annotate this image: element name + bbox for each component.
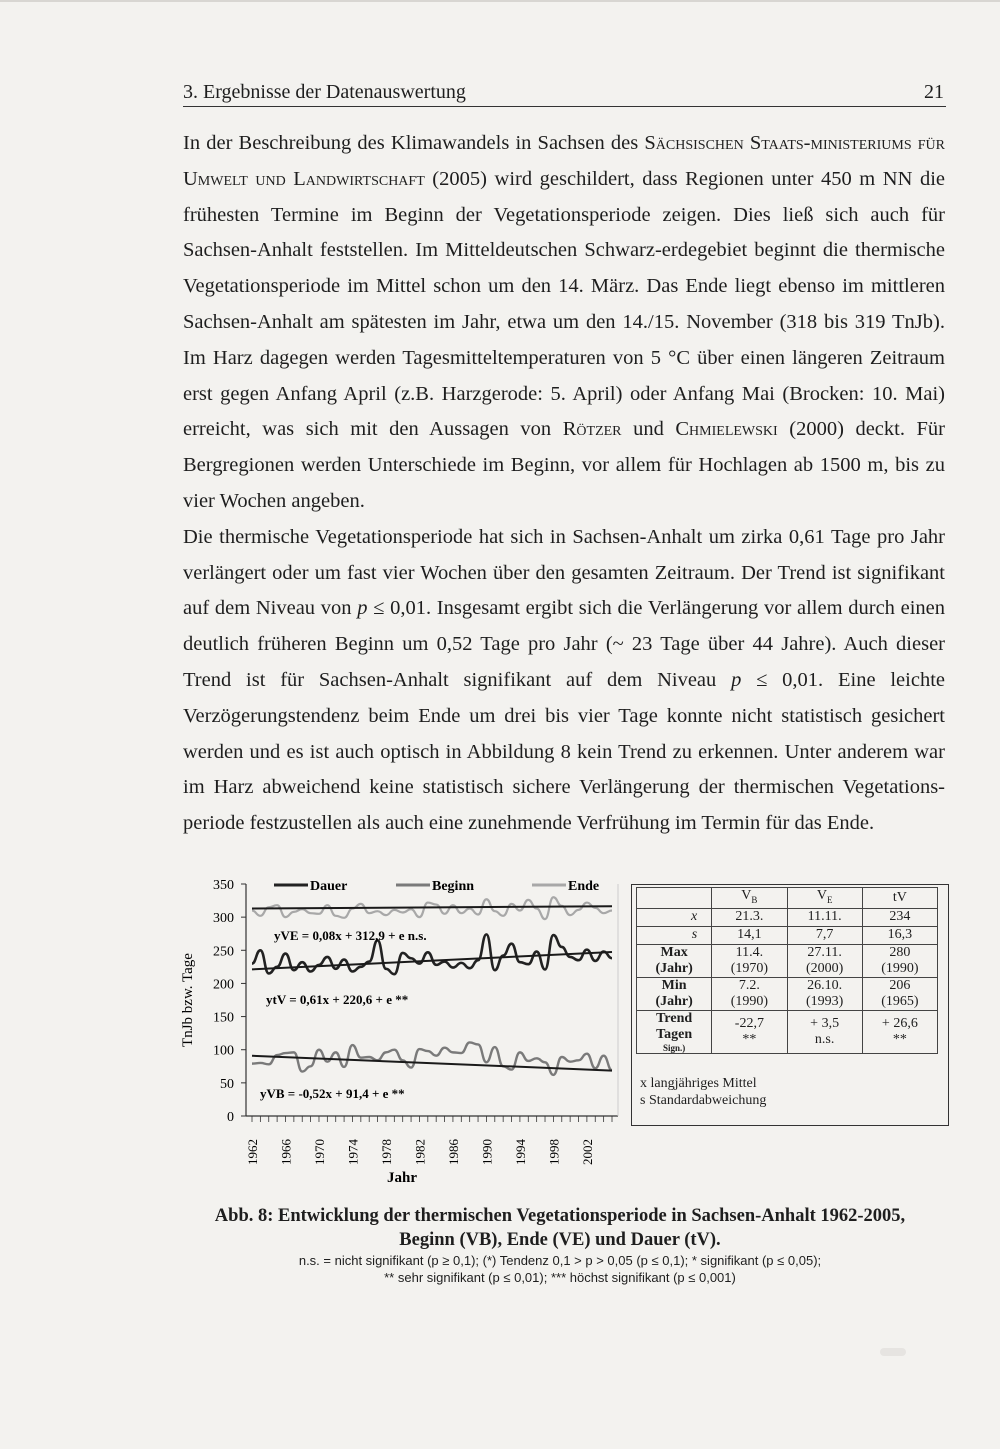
top-edge-line [0,0,1000,2]
trend-line-ende [252,906,612,908]
table-header-row [637,888,938,909]
author-chmielewski: Chmielewski [675,418,778,441]
trend-line-dauer [252,952,612,969]
author-roetzer: Rötzer [562,418,622,441]
vegetation-chart [170,868,630,1188]
legend-label-ende: Ende [568,879,600,894]
figure-caption [170,1204,950,1286]
y-axis-label: TnJb bzw. Tage [180,953,196,1047]
table-row-mean: x 21.3. 11.11. 234 [637,908,938,926]
scan-smudge [880,1348,906,1356]
running-header [183,80,946,107]
x-tick-label: 1962 [245,1139,260,1165]
table-row-trend: Trend Tagen Sign.) -22,7 ** + 3,5 n.s. + 26,6 ** [637,1010,938,1053]
org-name: Sächsischen Staats-ministeriums für Umwelt und Landwirtschaft [183,132,945,190]
x-tick-label: 2002 [579,1139,595,1165]
x-tick-label: 1982 [412,1139,428,1165]
legend-label-dauer: Dauer [310,879,348,894]
y-tick-label: 50 [220,1076,234,1092]
y-tick-label: 250 [213,944,234,960]
x-axis-label: Jahr [387,1170,417,1186]
col-header-tv: tV [862,888,937,909]
chapter-title: 3. Ergebnisse der Datenauswertung [183,81,466,103]
table-row-max: Max (Jahr) 11.4. (1970) 27.11. (2000) 280 (1990) [637,944,938,977]
trend-label-dauer: ytV = 0,61x + 220,6 + e ** [266,992,409,1007]
stats-table-box [631,884,949,1126]
caption-line-3: n.s. = nicht signifikant (p ≥ 0,1); (*) Tendenz 0,1 > p > 0,05 (p ≤ 0,1); * signifikant (p ≤ 0,05); [298,1253,822,1268]
x-tick-label: 1978 [378,1139,394,1165]
body-text [183,126,945,842]
trend-label-ende: yVE = 0,08x + 312,9 + e n.s. [274,928,427,943]
x-tick-label: 1998 [546,1139,562,1165]
y-tick-label: 350 [213,878,234,893]
trend-label-beginn: yVB = -0,52x + 91,4 + e ** [260,1086,405,1101]
table-row-sd: s 14,1 7,7 16,3 [637,926,938,944]
paragraph-2: Die thermische Vegetationsperiode hat sich in Sachsen-Anhalt um zirka 0,61 Tage pro Jahr verlängert oder um fast vier Wochen über den gesamten Zeitraum. Der Trend ist signifikant auf dem Niveau von p ≤ 0,01. Insgesamt ergibt sich die Verlängerung vor allem durch einen deutlich früheren Beginn um 0,52 Tage pro Jahr (~ 23 Tage über 44 Jahre). Auch dieser Trend ist für Sachsen-Anhalt signifikant auf dem Niveau p ≤ 0,01. Eine leichte Verzögerungstendenz beim Ende um drei bis vier Tage konnte nicht statistisch gesichert werden und es ist auch optisch in Abbildung 8 kein Trend zu erkennen. Unter anderem war im Harz abweichend keine statistisch sichere Verlängerung der thermischen Vegetations-periode festzustellen als auch eine zunehmende Verfrühung im Termin für das Ende. [183,525,946,835]
x-tick-label: 1974 [345,1139,361,1165]
paragraph-1: In der Beschreibung des Klimawandels in Sachsen des Sächsischen Staats-ministeriums für Umwelt und Landwirtschaft (2005) wird geschildert, dass Regionen unter 450 m NN die frühesten Termine im Beginn der Vegetationsperiode zeigen. Dies ließ sich auch für Sachsen-Anhalt feststellen. Im Mitteldeutschen Schwarz-erdegebiet beginnt die thermische Vegetationsperiode im Mittel schon um den 14. März. Das Ende liegt ebenso im mittleren Sachsen-Anhalt am spätesten im Jahr, etwa um den 14./15. November (318 bis 319 TnJb). Im Harz dagegen werden Tagesmitteltemperaturen von 5 °C über einen längeren Zeitraum erst gegen Anfang April (z.B. Harzgerode: 5. April) oder Anfang Mai (Brocken: 10. Mai) erreicht, was sich mit den Aussagen von Rötzer und Chmielewski (2000) deckt. Für Bergregionen werden Unterschiede im Beginn, vor allem für Hochlagen ab 1500 m, bis zu vier Wochen angeben. [183,132,946,512]
x-tick-label: 1994 [512,1139,528,1165]
legend-label-beginn: Beginn [432,879,475,894]
caption-line-4: ** sehr signifikant (p ≤ 0,01); *** höchst signifikant (p ≤ 0,001) [384,1270,736,1285]
y-tick-label: 150 [213,1010,234,1026]
col-header-ve: $V_E$ [787,888,862,909]
y-tick-label: 200 [213,977,234,993]
stats-table [636,887,938,1054]
y-tick-label: 100 [213,1043,234,1059]
x-tick-label: 1986 [445,1139,461,1165]
table-corner [637,888,712,909]
table-row-min: Min (Jahr) 7.2. (1990) 26.10. (1993) 206 (1965) [637,977,938,1010]
x-tick-label: 1990 [479,1139,495,1165]
col-header-vb: $V_B$ [712,888,787,909]
x-tick-label: 1970 [311,1139,327,1165]
y-tick-label: 300 [213,911,234,927]
caption-line-2: Beginn (VB), Ende (VE) und Dauer (tV). [399,1230,721,1250]
table-legend [640,1075,766,1109]
page-number: 21 [924,81,944,103]
x-tick-label: 1966 [278,1139,294,1165]
y-tick-label: 0 [227,1110,234,1125]
legend-mean: x langjähriges Mittel [640,1076,757,1091]
legend-sd: s Standardabweichung [640,1093,767,1108]
caption-line-1: Abb. 8: Entwicklung der thermischen Vegetationsperiode in Sachsen-Anhalt 1962-2005, [214,1206,906,1226]
